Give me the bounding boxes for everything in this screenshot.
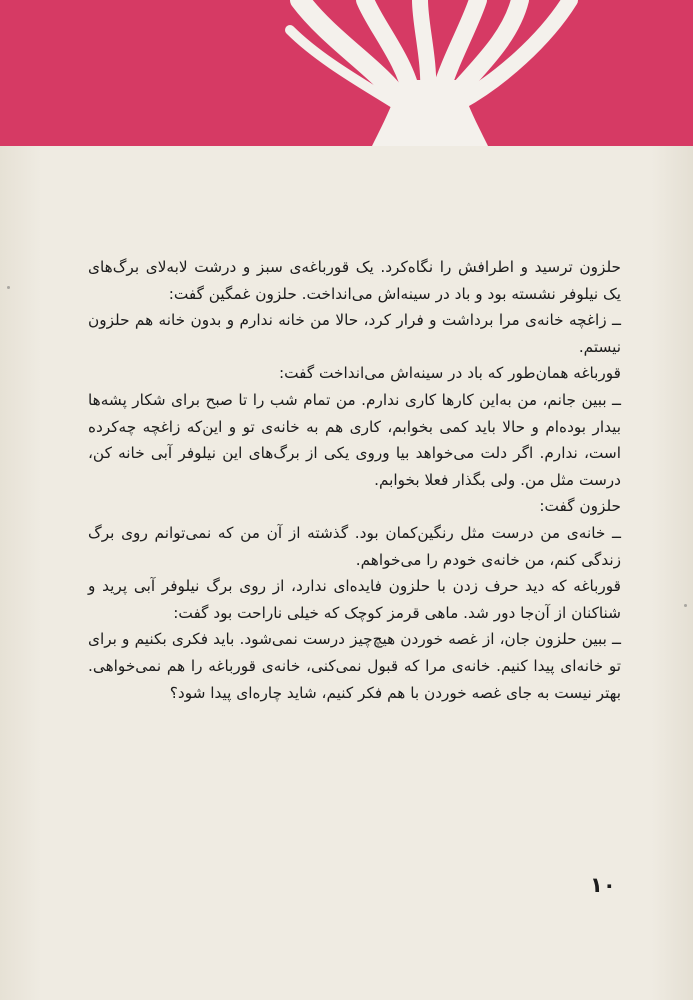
paragraph: ــ زاغچه خانه‌ی مرا برداشت و فرار کرد، حالا من خانه ندارم و بدون خانه هم حلزون نیستم. xyxy=(88,311,621,356)
paragraph: حلزون گفت: xyxy=(539,497,621,516)
paragraph: ــ خانه‌ی من درست مثل رنگین‌کمان بود. گذشته از آن من که نمی‌توانم روی برگ زندگی کنم، من خانه‌ی خودم را می‌خواهم. xyxy=(88,523,621,569)
paragraph: قورباغه که دید حرف زدن با حلزون فایده‌ای ندارد، از روی برگ نیلوفر آبی پرید و شناکنان از آن‌جا دور شد. ماهی قرمز کوچک که خیلی ناراحت بود گفت: xyxy=(88,577,621,622)
paragraph: قورباغه همان‌طور که باد در سینه‌اش می‌انداخت گفت: xyxy=(278,364,621,383)
header-illustration-band xyxy=(0,0,693,146)
paragraph: حلزون ترسید و اطرافش را نگاه‌کرد. یک قورباغه‌ی سبز و درشت لابه‌لای برگ‌های یک نیلوفر نشسته بود و باد در سینه‌اش می‌انداخت. حلزون غمگین گفت: xyxy=(88,258,621,303)
tree-silhouette-icon xyxy=(0,0,693,146)
story-text xyxy=(88,254,621,706)
page-number: ۱۰ xyxy=(590,873,616,897)
paper-speck xyxy=(684,604,687,607)
paragraph: ــ ببین حلزون جان، از غصه خوردن هیچ‌چیز درست نمی‌شود. باید فکری بکنیم و برای تو خانه‌ای پیدا کنیم. خانه‌ی مرا که قبول نمی‌کنی، خانه‌ی قورباغه را هم نمی‌خواهی. بهتر نیست به جای غصه خوردن با هم فکر کنیم، شاید چاره‌ای پیدا شود؟ xyxy=(88,630,621,702)
paper-speck xyxy=(7,286,10,289)
paragraph: ــ ببین جانم، من به‌این کارها کاری ندارم. من تمام شب را تا صبح برای شکار پشه‌ها بیدار بوده‌ام و حالا باید کمی بخوابم، کاری هم به خانه‌ی تو و این‌که زاغچه چه‌کرده است، ندارم. اگر دلت می‌خواهد بیا وروی یکی از برگ‌های این نیلوفر آبی خانه کن، درست مثل من. ولی بگذار فعلا بخوابم. xyxy=(88,390,621,489)
